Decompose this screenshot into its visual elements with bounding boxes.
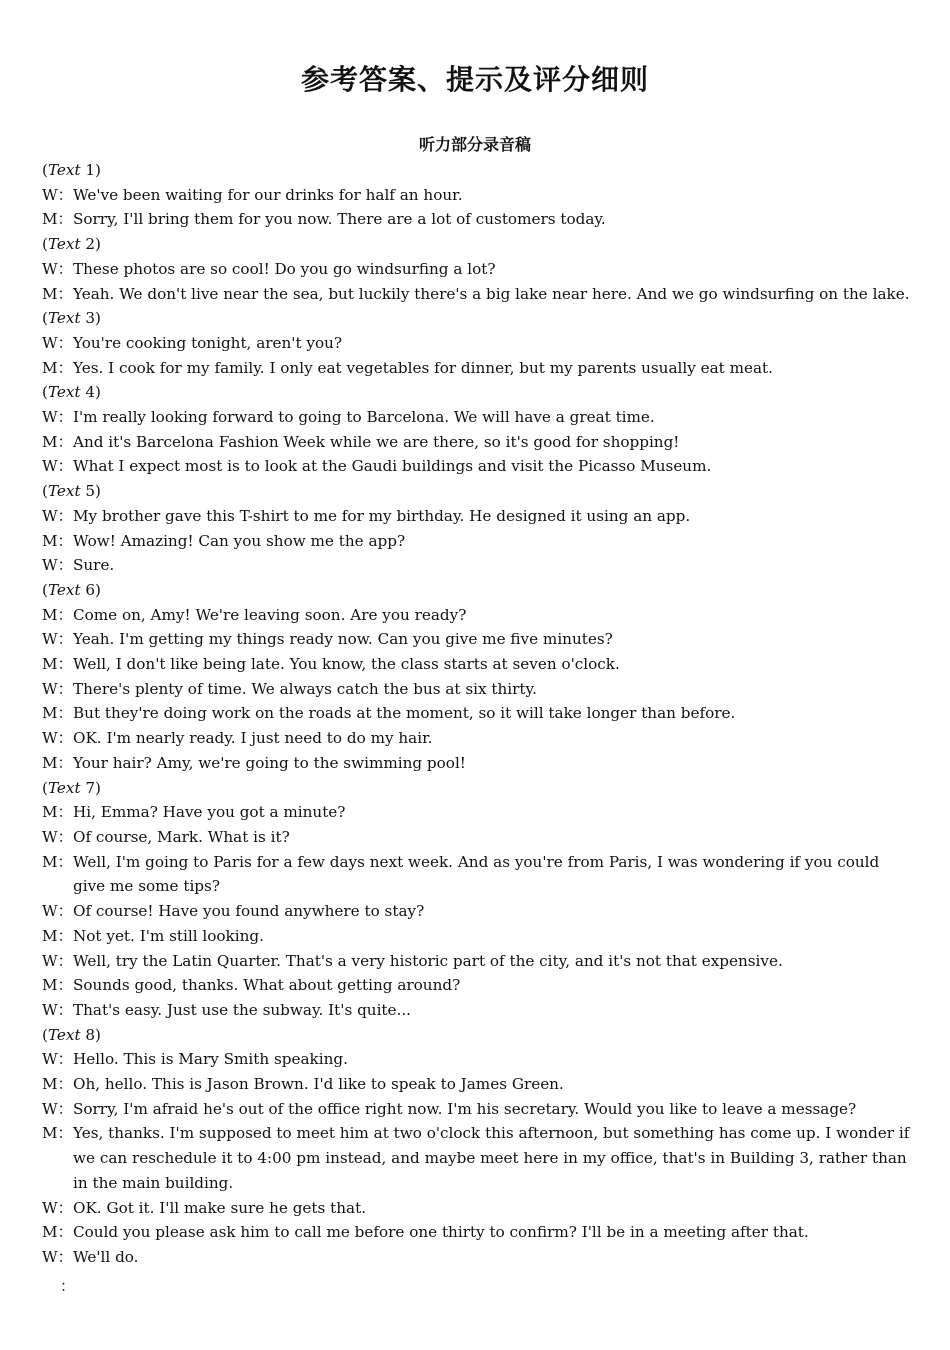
dialogue-line [42, 405, 912, 430]
speaker-label: W： [42, 457, 73, 476]
dialogue-text: OK. I'm nearly ready. I just need to do my hair. [73, 729, 433, 748]
speaker-label: W： [42, 951, 73, 970]
text-label: Text [47, 161, 81, 179]
text-label: Text [47, 482, 81, 501]
transcript [42, 158, 912, 1270]
dialogue-text: Sure. [73, 556, 115, 575]
speaker-label: M： [42, 605, 73, 624]
text-header: (Text 6) [42, 580, 101, 599]
dialogue-line [42, 652, 912, 677]
dialogue-text: These photos are so cool! Do you go windsurfing a lot? [73, 259, 496, 278]
dialogue-line [42, 973, 912, 998]
speaker-label: M： [42, 358, 73, 377]
dialogue-text: Yeah. We don't live near the sea, but luckily there's a big lake near here. And we go windsurfing on the lake. [73, 284, 910, 303]
dialogue-text: Yes, thanks. I'm supposed to meet him at two o'clock this afternoon, but something has come up. I wonder if we can reschedule it to 4:00 pm instead, and maybe meet here in my office, that's in Building 3, rather than in the main building. [73, 1124, 910, 1192]
dialogue-line [42, 430, 912, 455]
speaker-label: W： [42, 506, 73, 525]
text-number: 5 [85, 482, 96, 501]
speaker-label: W： [42, 1050, 73, 1069]
dialogue-text: Yes. I cook for my family. I only eat vegetables for dinner, but my parents usually eat meat. [73, 358, 773, 377]
text-header: (Text 2) [42, 235, 101, 254]
dialogue-text: There's plenty of time. We always catch the bus at six thirty. [73, 679, 537, 698]
text-header: (Text 7) [42, 778, 101, 797]
dialogue-line [42, 998, 912, 1023]
dialogue-line [42, 1196, 912, 1221]
speaker-label: W： [42, 679, 73, 698]
text-number: 4 [85, 383, 96, 402]
dialogue-line [42, 1121, 912, 1195]
speaker-label: M： [42, 284, 73, 303]
dialogue-line [42, 627, 912, 652]
section-subtitle: 听力部分录音稿 [418, 135, 531, 154]
speaker-label: M： [42, 803, 73, 822]
text-header: (Text 4) [42, 383, 101, 402]
dialogue-text: OK. Got it. I'll make sure he gets that. [73, 1198, 367, 1217]
speaker-label: M： [42, 704, 73, 723]
speaker-label: W： [42, 827, 73, 846]
text-header: (Text 1) [42, 161, 101, 179]
text-label: Text [47, 309, 81, 328]
text-number: 1 [85, 161, 96, 179]
dialogue-line [42, 850, 912, 899]
text-number: 7 [85, 778, 96, 797]
speaker-label: W： [42, 333, 73, 352]
dialogue-line [42, 1072, 912, 1097]
text-label: Text [47, 235, 81, 254]
dialogue-text: What I expect most is to look at the Gaudi buildings and visit the Picasso Museum. [73, 457, 712, 476]
speaker-label: W： [42, 1198, 73, 1217]
speaker-label: W： [42, 729, 73, 748]
dialogue-text: You're cooking tonight, aren't you? [73, 333, 343, 352]
speaker-label: W： [42, 259, 73, 278]
page-title: 参考答案、提示及评分细则 [300, 63, 649, 96]
dialogue-text: Sounds good, thanks. What about getting around? [73, 976, 461, 995]
dialogue-text: Of course! Have you found anywhere to stay? [73, 902, 425, 921]
speaker-label: M： [42, 976, 73, 995]
speaker-label: W： [42, 1247, 73, 1266]
dialogue-line [42, 800, 912, 825]
dialogue-text: Sorry, I'll bring them for you now. There are a lot of customers today. [73, 210, 606, 229]
dialogue-text: Wow! Amazing! Can you show me the app? [73, 531, 406, 550]
dialogue-line [42, 257, 912, 282]
dialogue-line [42, 553, 912, 578]
speaker-label: W： [42, 556, 73, 575]
speaker-label: M： [42, 1223, 73, 1242]
speaker-label: M： [42, 432, 73, 451]
dialogue-text: Your hair? Amy, we're going to the swimming pool! [73, 753, 466, 772]
speaker-label: M： [42, 210, 73, 229]
speaker-label: M： [42, 1075, 73, 1094]
dialogue-text: Not yet. I'm still looking. [73, 926, 264, 945]
dialogue-line [42, 183, 912, 208]
dialogue-text: That's easy. Just use the subway. It's quite... [73, 1000, 412, 1019]
dialogue-text: Sorry, I'm afraid he's out of the office right now. I'm his secretary. Would you like to leave a message? [73, 1099, 857, 1118]
dialogue-line [42, 1097, 912, 1122]
text-header: (Text 3) [42, 309, 101, 328]
text-label: Text [47, 580, 81, 599]
dialogue-text: Well, I don't like being late. You know, the class starts at seven o'clock. [73, 655, 620, 674]
text-number: 2 [85, 235, 96, 254]
speaker-label: M： [42, 655, 73, 674]
speaker-label: W： [42, 1099, 73, 1118]
speaker-label: M： [42, 1124, 73, 1143]
dialogue-text: Hi, Emma? Have you got a minute? [73, 803, 346, 822]
dialogue-line [42, 726, 912, 751]
dialogue-line [42, 1047, 912, 1072]
dialogue-line [42, 454, 912, 479]
dialogue-text: I'm really looking forward to going to Barcelona. We will have a great time. [73, 408, 655, 427]
dialogue-text: Hello. This is Mary Smith speaking. [73, 1050, 348, 1069]
speaker-label: W： [42, 1000, 73, 1019]
speaker-label: W： [42, 902, 73, 921]
dialogue-text: But they're doing work on the roads at the moment, so it will take longer than before. [73, 704, 736, 723]
dialogue-line [42, 949, 912, 974]
text-header: (Text 5) [42, 482, 101, 501]
dialogue-line [42, 1245, 912, 1270]
text-label: Text [47, 383, 81, 402]
text-number: 8 [85, 1025, 96, 1044]
speaker-label: W： [42, 630, 73, 649]
dialogue-text: We'll do. [73, 1247, 139, 1266]
dialogue-text: My brother gave this T-shirt to me for my birthday. He designed it using an app. [73, 506, 691, 525]
text-number: 6 [85, 580, 96, 599]
dialogue-line [42, 356, 912, 381]
dialogue-text: Come on, Amy! We're leaving soon. Are you ready? [73, 605, 467, 624]
dialogue-text: We've been waiting for our drinks for half an hour. [73, 185, 463, 204]
dialogue-line [42, 603, 912, 628]
dialogue-line [42, 924, 912, 949]
speaker-label: W： [42, 408, 73, 427]
dialogue-line [42, 677, 912, 702]
dialogue-text: Oh, hello. This is Jason Brown. I'd like to speak to James Green. [73, 1075, 564, 1094]
dialogue-text: Yeah. I'm getting my things ready now. Can you give me five minutes? [73, 630, 613, 649]
speaker-label: M： [42, 753, 73, 772]
dialogue-line [42, 825, 912, 850]
trailing-mark: ： [60, 1277, 76, 1295]
dialogue-line [42, 207, 912, 232]
dialogue-text: Well, I'm going to Paris for a few days next week. And as you're from Paris, I was wondering if you could give me some tips? [73, 852, 880, 896]
text-header: (Text 8) [42, 1025, 101, 1044]
speaker-label: M： [42, 926, 73, 945]
text-label: Text [47, 778, 81, 797]
dialogue-text: And it's Barcelona Fashion Week while we are there, so it's good for shopping! [73, 432, 680, 451]
dialogue-line [42, 751, 912, 776]
dialogue-line [42, 899, 912, 924]
dialogue-text: Of course, Mark. What is it? [73, 827, 290, 846]
text-number: 3 [85, 309, 96, 328]
speaker-label: M： [42, 531, 73, 550]
dialogue-text: Could you please ask him to call me before one thirty to confirm? I'll be in a meeting after that. [73, 1223, 809, 1242]
dialogue-line [42, 331, 912, 356]
dialogue-line [42, 282, 912, 307]
speaker-label: W： [42, 185, 73, 204]
text-label: Text [47, 1025, 81, 1044]
dialogue-line [42, 504, 912, 529]
dialogue-line [42, 701, 912, 726]
dialogue-line [42, 529, 912, 554]
dialogue-text: Well, try the Latin Quarter. That's a very historic part of the city, and it's not that expensive. [73, 951, 783, 970]
speaker-label: M： [42, 852, 73, 871]
dialogue-line [42, 1220, 912, 1245]
